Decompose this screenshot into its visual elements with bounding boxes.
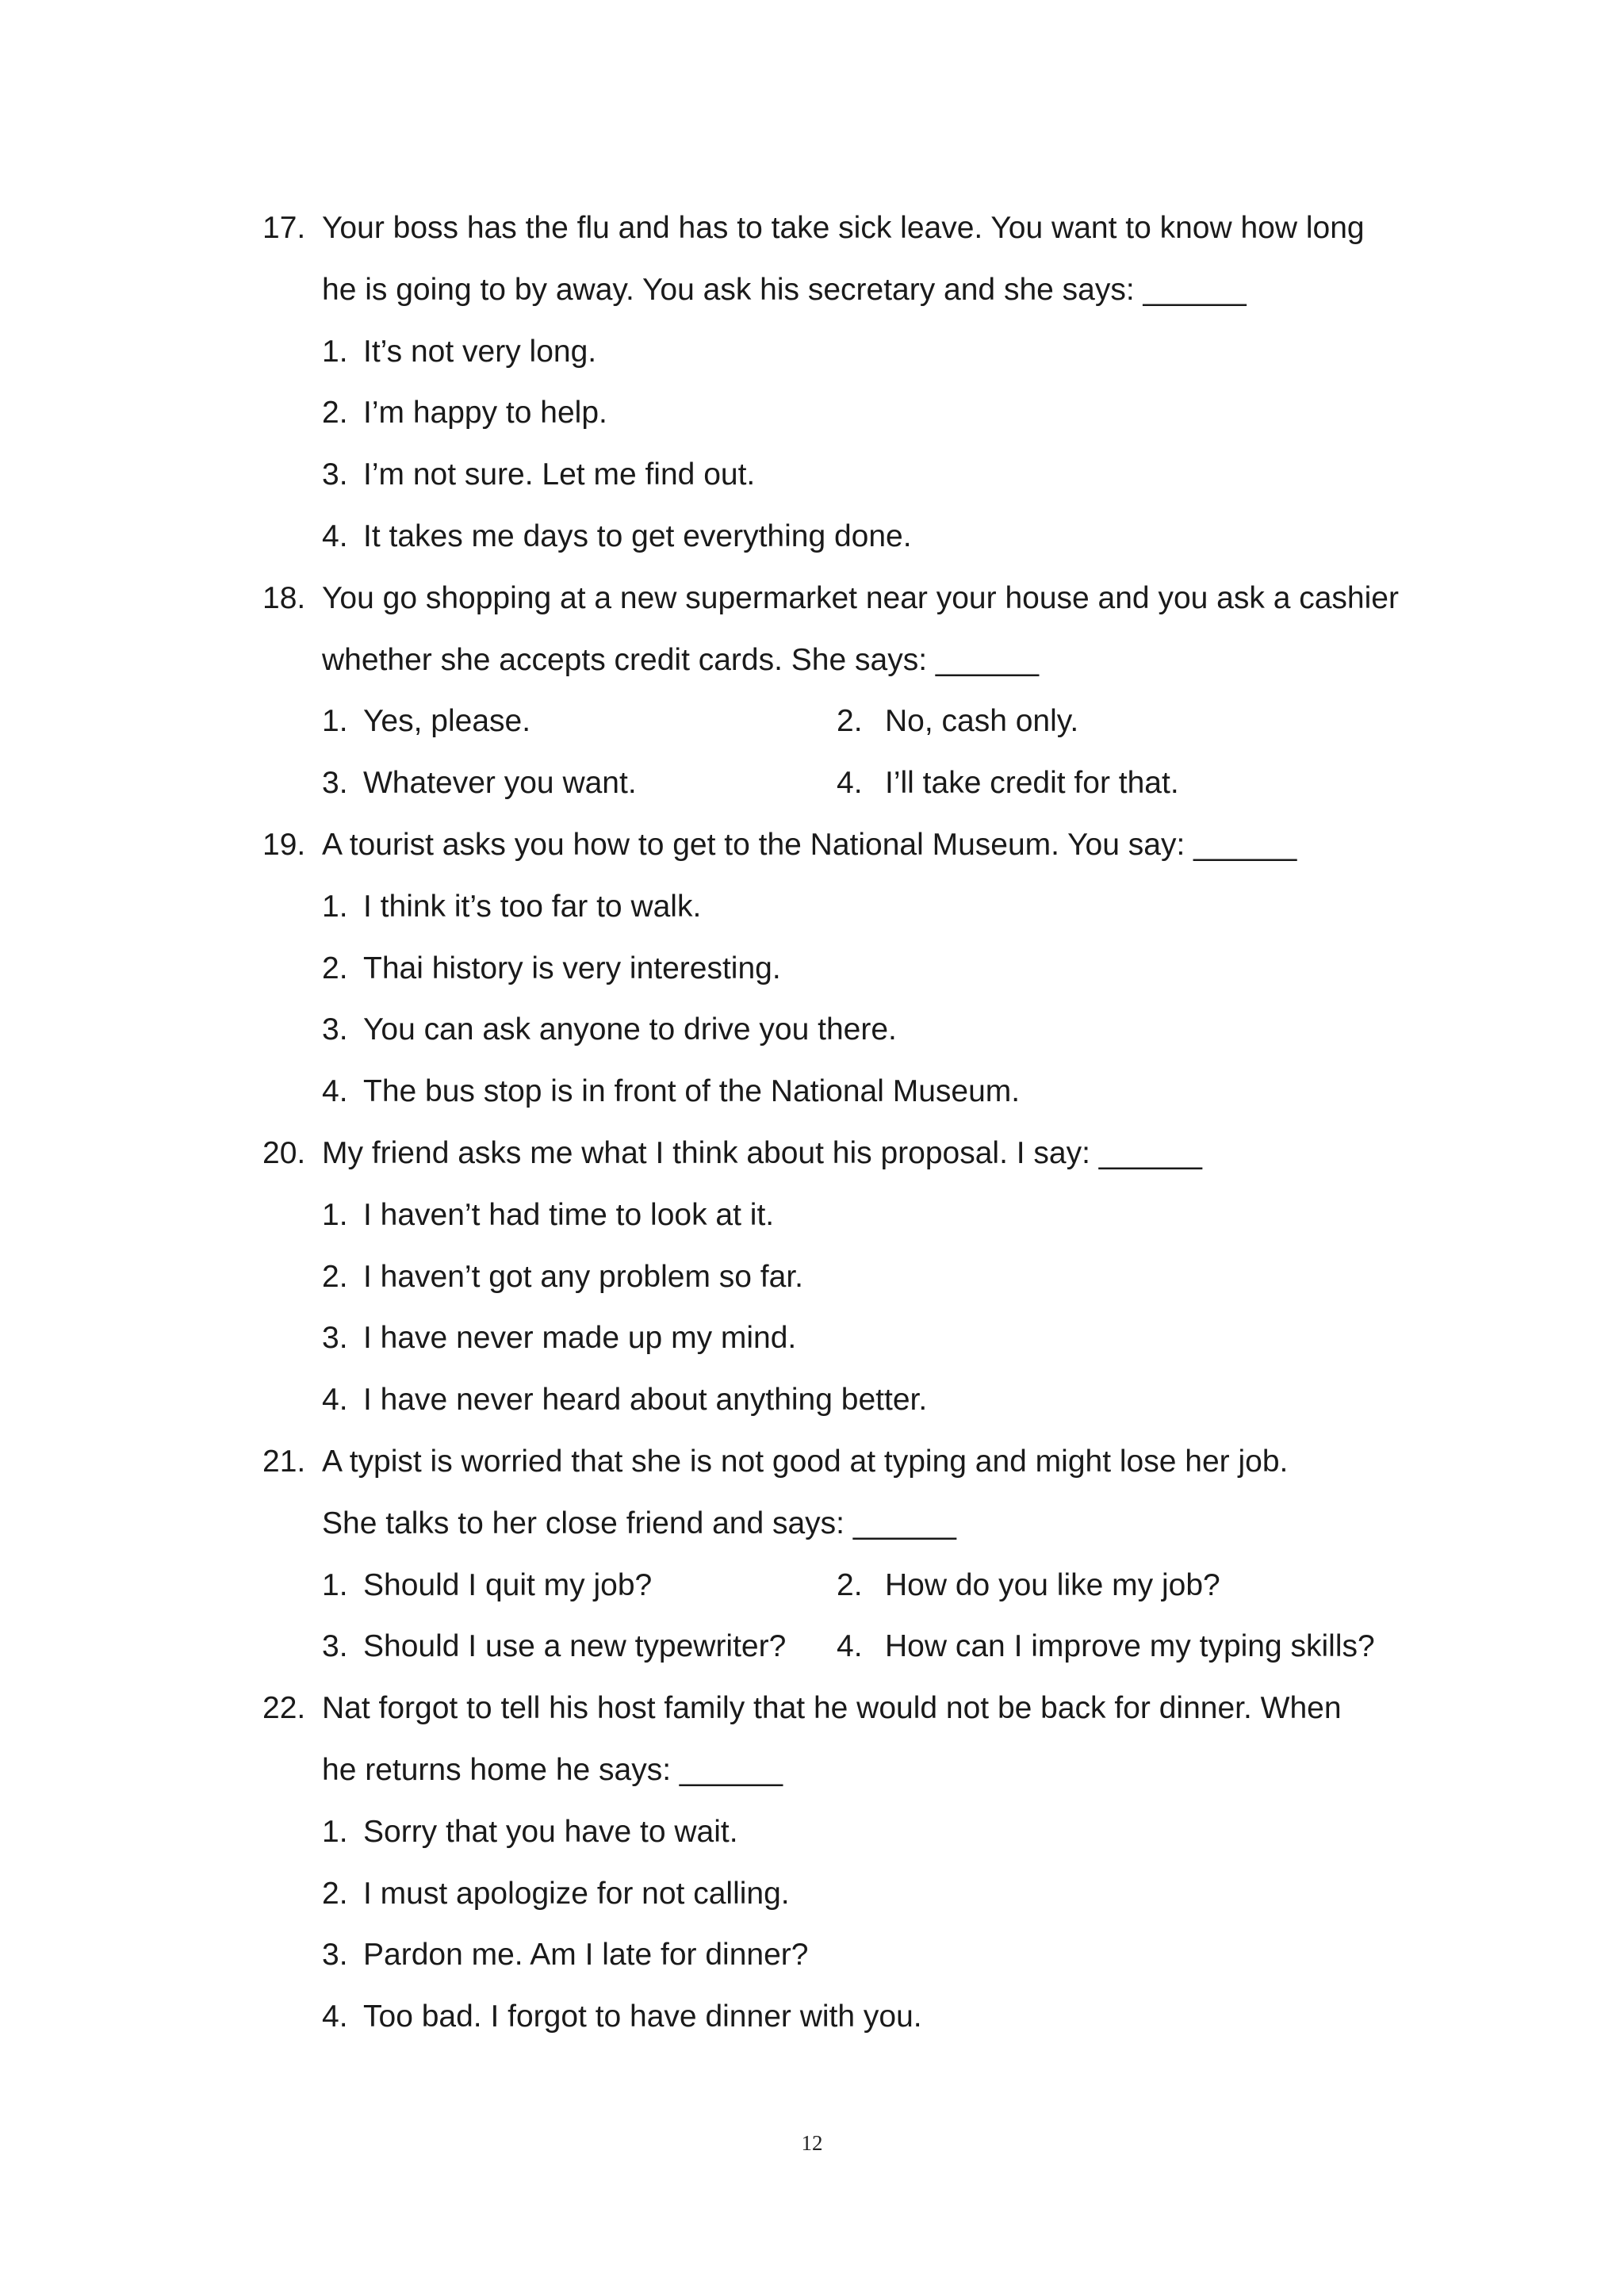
question-text: A tourist asks you how to get to the National Museum. You say: ______ xyxy=(322,827,1297,862)
question-item xyxy=(0,1130,1624,1438)
option-text: Too bad. I forgot to have dinner with you. xyxy=(363,1999,922,2034)
option-row xyxy=(0,945,1624,1007)
answer-option xyxy=(322,328,596,376)
option-row xyxy=(0,1314,1624,1376)
question-text: She talks to her close friend and says: ______ xyxy=(322,1506,956,1540)
option-text: It’s not very long. xyxy=(363,334,597,369)
answer-option xyxy=(322,1623,786,1670)
answer-option xyxy=(322,760,637,807)
option-row xyxy=(0,883,1624,945)
answer-option xyxy=(322,1562,652,1609)
question-number: 20. xyxy=(262,1135,306,1170)
question-item xyxy=(0,1685,1624,2055)
option-number: 4. xyxy=(837,1629,863,1664)
option-text: I have never heard about anything better. xyxy=(363,1383,928,1418)
answer-option xyxy=(322,1376,927,1424)
option-row xyxy=(0,1623,1624,1685)
answer-option xyxy=(322,1192,774,1239)
option-number: 2. xyxy=(322,951,348,985)
option-text: I think it’s too far to walk. xyxy=(363,889,702,924)
question-line xyxy=(0,205,1624,266)
option-row xyxy=(0,760,1624,821)
option-text: No, cash only. xyxy=(885,704,1079,739)
option-row xyxy=(0,328,1624,390)
option-text: Yes, please. xyxy=(363,704,531,739)
answer-option xyxy=(322,1314,796,1362)
answer-option xyxy=(322,513,912,561)
option-text: Pardon me. Am I late for dinner? xyxy=(363,1938,809,1973)
question-line xyxy=(0,1438,1624,1500)
option-text: I haven’t had time to look at it. xyxy=(363,1197,775,1232)
option-row xyxy=(0,1931,1624,1993)
option-row xyxy=(0,1808,1624,1870)
question-item xyxy=(0,575,1624,821)
option-row xyxy=(0,389,1624,451)
option-number: 2. xyxy=(322,396,348,430)
option-row xyxy=(0,1068,1624,1130)
option-text: I must apologize for not calling. xyxy=(363,1876,790,1911)
question-number: 18. xyxy=(262,580,306,615)
option-number: 1. xyxy=(322,334,348,369)
option-number: 2. xyxy=(322,1259,348,1294)
option-text: Sorry that you have to wait. xyxy=(363,1814,738,1849)
answer-option xyxy=(322,389,607,437)
option-text: How do you like my job? xyxy=(885,1567,1220,1602)
option-number: 3. xyxy=(322,457,348,492)
answer-option xyxy=(322,1006,897,1054)
question-item xyxy=(0,1438,1624,1685)
option-text: Thai history is very interesting. xyxy=(363,951,781,985)
option-number: 2. xyxy=(322,1876,348,1911)
question-line xyxy=(0,637,1624,698)
answer-option xyxy=(322,1993,922,2041)
answer-option xyxy=(322,945,781,993)
question-line xyxy=(0,1500,1624,1562)
option-number: 3. xyxy=(322,1938,348,1973)
question-text: Your boss has the flu and has to take sick leave. You want to know how long xyxy=(322,211,1365,245)
option-number: 3. xyxy=(322,766,348,801)
answer-option xyxy=(322,1808,738,1856)
option-text: You can ask anyone to drive you there. xyxy=(363,1012,897,1047)
question-line xyxy=(0,1747,1624,1808)
answer-option xyxy=(837,760,1179,807)
option-row xyxy=(0,1993,1624,2055)
option-row xyxy=(0,513,1624,575)
option-number: 4. xyxy=(837,766,863,801)
option-number: 2. xyxy=(837,1567,863,1602)
option-number: 1. xyxy=(322,1567,348,1602)
question-item xyxy=(0,821,1624,1130)
option-text: The bus stop is in front of the National Museum. xyxy=(363,1074,1021,1109)
answer-option xyxy=(322,698,530,745)
option-row xyxy=(0,1870,1624,1932)
question-number: 22. xyxy=(262,1691,306,1726)
option-number: 1. xyxy=(322,889,348,924)
answer-option xyxy=(322,1253,803,1301)
option-row xyxy=(0,1253,1624,1315)
question-line xyxy=(0,266,1624,328)
option-text: I’m not sure. Let me find out. xyxy=(363,457,756,492)
option-text: I’ll take credit for that. xyxy=(885,766,1179,801)
answer-option xyxy=(322,1870,790,1918)
option-number: 4. xyxy=(322,1383,348,1418)
option-row xyxy=(0,1192,1624,1253)
option-number: 4. xyxy=(322,1999,348,2034)
option-row xyxy=(0,1006,1624,1068)
question-number: 19. xyxy=(262,827,306,862)
question-line xyxy=(0,575,1624,637)
answer-option xyxy=(322,883,701,931)
option-text: It takes me days to get everything done. xyxy=(363,519,912,553)
option-number: 4. xyxy=(322,519,348,553)
question-text: Nat forgot to tell his host family that he would not be back for dinner. When xyxy=(322,1691,1342,1726)
answer-option xyxy=(322,1068,1020,1115)
question-item xyxy=(0,205,1624,575)
question-text: he is going to by away. You ask his secretary and she says: ______ xyxy=(322,272,1247,307)
answer-option xyxy=(322,451,755,499)
question-text: he returns home he says: ______ xyxy=(322,1752,783,1787)
option-text: I’m happy to help. xyxy=(363,396,607,430)
option-text: I haven’t got any problem so far. xyxy=(363,1259,803,1294)
page-number: 12 xyxy=(801,2131,823,2155)
option-row xyxy=(0,451,1624,513)
option-text: Should I use a new typewriter? xyxy=(363,1629,787,1664)
question-line xyxy=(0,1130,1624,1192)
option-text: How can I improve my typing skills? xyxy=(885,1629,1375,1664)
option-row xyxy=(0,698,1624,760)
question-text: whether she accepts credit cards. She says: ______ xyxy=(322,642,1040,677)
option-text: Whatever you want. xyxy=(363,766,637,801)
option-number: 1. xyxy=(322,1197,348,1232)
answer-option xyxy=(837,1562,1220,1609)
option-number: 1. xyxy=(322,1814,348,1849)
question-text: A typist is worried that she is not good at typing and might lose her job. xyxy=(322,1444,1289,1479)
question-line xyxy=(0,821,1624,883)
option-row xyxy=(0,1562,1624,1624)
option-number: 2. xyxy=(837,704,863,739)
option-row xyxy=(0,1376,1624,1438)
answer-option xyxy=(322,1931,808,1979)
option-text: I have never made up my mind. xyxy=(363,1321,797,1356)
option-number: 1. xyxy=(322,704,348,739)
question-text: My friend asks me what I think about his proposal. I say: ______ xyxy=(322,1135,1202,1170)
question-number: 17. xyxy=(262,211,306,245)
option-number: 3. xyxy=(322,1321,348,1356)
answer-option xyxy=(837,698,1078,745)
answer-option xyxy=(837,1623,1375,1670)
question-list xyxy=(0,205,1624,2055)
question-text: You go shopping at a new supermarket near your house and you ask a cashier xyxy=(322,580,1399,615)
question-line xyxy=(0,1685,1624,1747)
option-number: 3. xyxy=(322,1629,348,1664)
option-number: 4. xyxy=(322,1074,348,1109)
option-text: Should I quit my job? xyxy=(363,1567,653,1602)
question-number: 21. xyxy=(262,1444,306,1479)
option-number: 3. xyxy=(322,1012,348,1047)
